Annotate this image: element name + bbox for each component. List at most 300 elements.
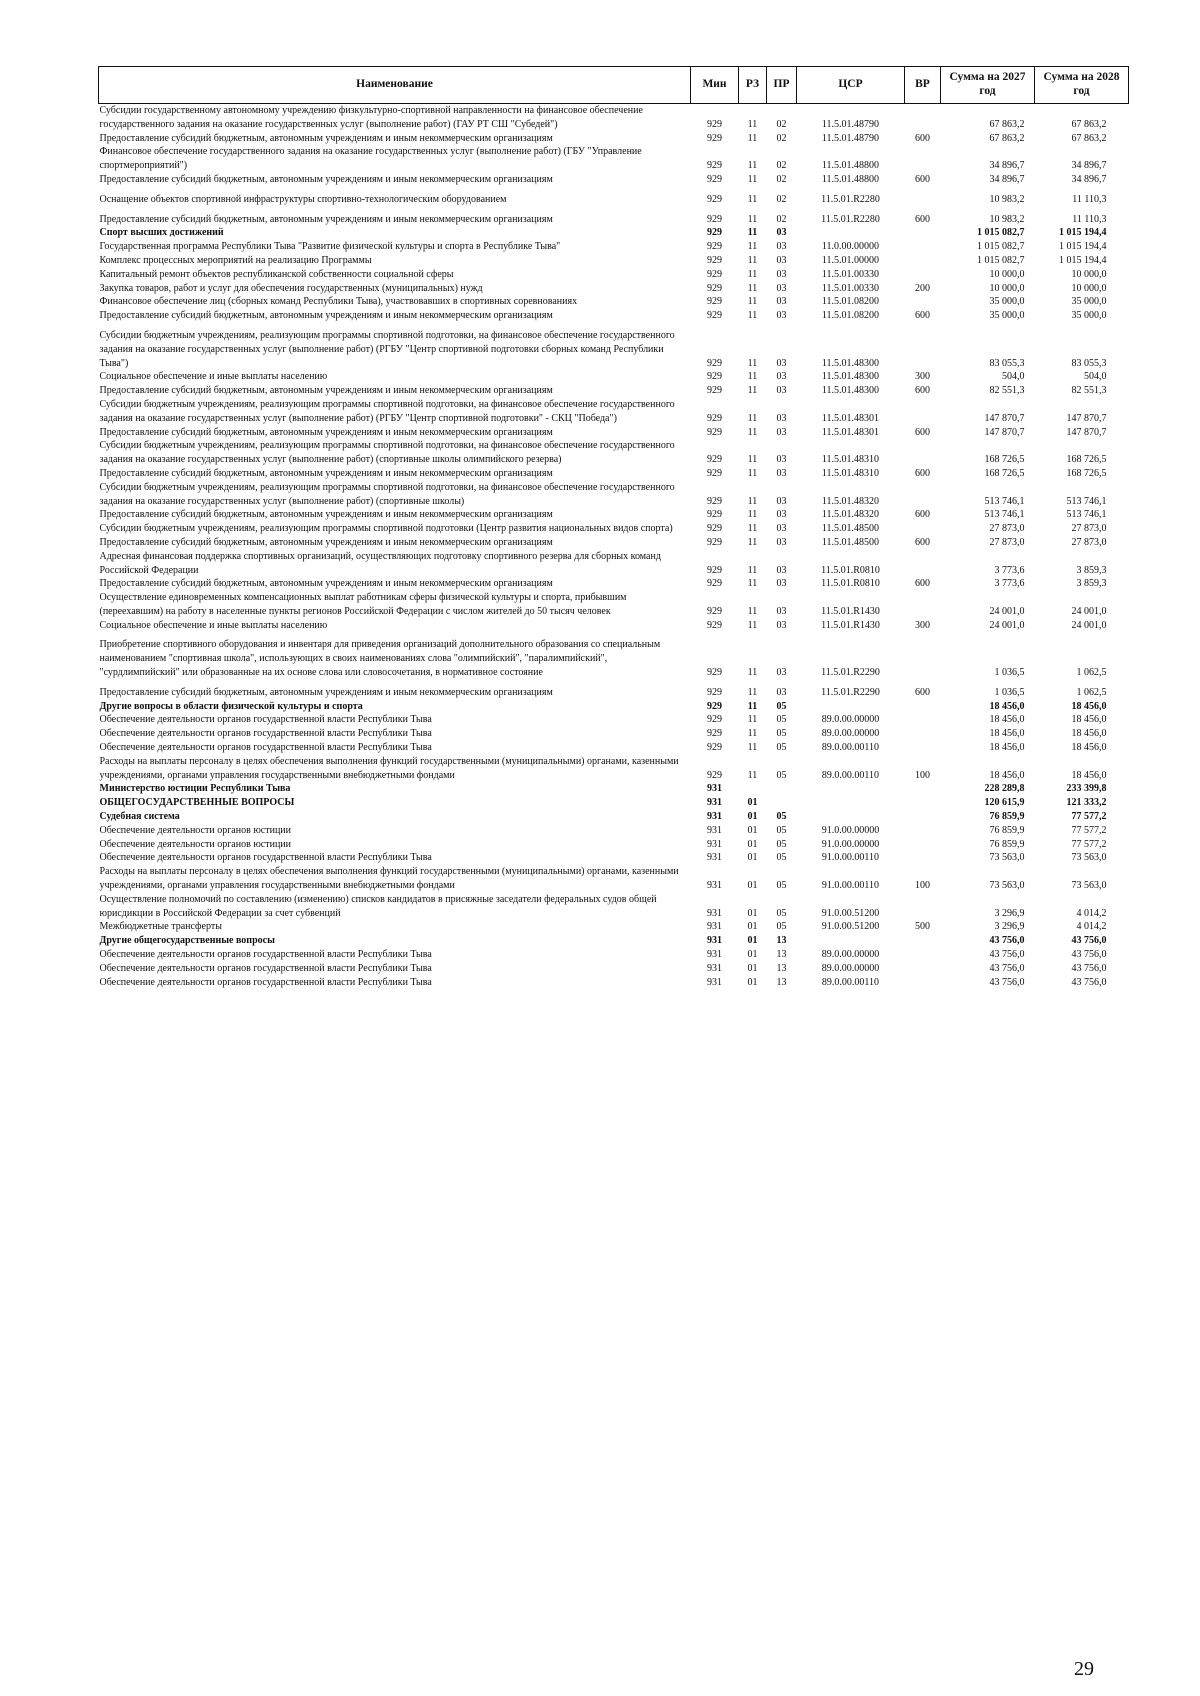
row-sum-2028-cell: 233 399,8 — [1066, 783, 1107, 795]
row-sum-2028-cell: 3 859,3 — [1076, 578, 1107, 590]
table-row — [99, 782, 1129, 796]
row-vr-cell: 600 — [915, 310, 930, 322]
row-pr-cell — [767, 796, 797, 810]
row-name-cell: Спорт высших достижений — [99, 227, 224, 239]
row-csr-cell: 11.5.01.48310 — [821, 454, 880, 466]
row-pr-cell: 03 — [776, 454, 787, 466]
row-min-cell: 929 — [707, 426, 722, 438]
row-min-cell: 931 — [707, 852, 722, 864]
row-rz-cell: 11 — [747, 385, 758, 397]
table-row — [99, 838, 1129, 852]
row-csr-cell — [797, 782, 905, 796]
row-name-cell: Предоставление субсидий бюджетным, автономным учреждениям и иным некоммерческим организациям — [99, 132, 553, 144]
row-name-cell: Предоставление субсидий бюджетным, автономным учреждениям и иным некоммерческим организациям — [99, 578, 553, 590]
row-min-cell: 929 — [707, 605, 722, 617]
row-min-cell: 931 — [707, 935, 722, 947]
row-min-cell: 929 — [707, 564, 722, 576]
table-row — [99, 632, 1129, 679]
row-name-cell: Финансовое обеспечение лиц (сборных команд Республики Тыва), участвовавших в спортивных соревнованиях — [99, 296, 578, 308]
row-sum-2028-cell: 35 000,0 — [1071, 310, 1107, 322]
table-row — [99, 824, 1129, 838]
row-pr-cell: 03 — [776, 509, 787, 521]
row-vr-cell — [905, 851, 941, 865]
row-sum-2027-cell: 35 000,0 — [989, 296, 1025, 308]
row-sum-2028-cell: 1 015 194,4 — [1059, 254, 1107, 266]
table-row — [99, 976, 1129, 990]
row-rz-cell: 11 — [747, 118, 758, 130]
row-csr-cell: 11.5.01.48800 — [821, 160, 880, 172]
row-pr-cell: 05 — [776, 880, 787, 892]
row-csr-cell: 91.0.00.51200 — [821, 907, 880, 919]
row-vr-cell — [905, 226, 941, 240]
row-min-cell: 929 — [707, 160, 722, 172]
row-min-cell: 929 — [707, 523, 722, 535]
row-min-cell: 931 — [707, 838, 722, 850]
table-row — [99, 481, 1129, 509]
row-rz-cell: 11 — [747, 523, 758, 535]
row-csr-cell: 89.0.00.00000 — [821, 714, 880, 726]
row-sum-2027-cell: 10 983,2 — [989, 213, 1025, 225]
row-pr-cell: 13 — [776, 949, 787, 961]
table-row — [99, 851, 1129, 865]
row-min-cell: 931 — [707, 783, 722, 795]
table-row — [99, 796, 1129, 810]
row-min-cell: 929 — [707, 296, 722, 308]
row-pr-cell: 05 — [776, 907, 787, 919]
row-min-cell: 929 — [707, 385, 722, 397]
row-sum-2027-cell: 147 870,7 — [984, 412, 1025, 424]
row-name-cell: Субсидии бюджетным учреждениям, реализующим программы спортивной подготовки, на финансовое обеспечение государственного задания на оказание государственных услуг (выполнение работ) (спортивные школы олимпийского резерва) — [99, 440, 675, 466]
row-csr-cell: 11.5.01.48310 — [821, 467, 880, 479]
table-row — [99, 426, 1129, 440]
table-row — [99, 207, 1129, 227]
row-name-cell: Предоставление субсидий бюджетным, автономным учреждениям и иным некоммерческим организациям — [99, 213, 553, 225]
row-vr-cell: 100 — [915, 769, 930, 781]
row-csr-cell — [797, 810, 905, 824]
row-vr-cell: 600 — [915, 132, 930, 144]
row-min-cell: 929 — [707, 254, 722, 266]
row-sum-2028-cell: 1 015 194,4 — [1059, 227, 1107, 239]
row-sum-2028-cell: 34 896,7 — [1071, 173, 1107, 185]
row-rz-cell: 11 — [747, 605, 758, 617]
row-min-cell: 931 — [707, 907, 722, 919]
row-csr-cell: 91.0.00.00000 — [821, 838, 880, 850]
row-rz-cell: 11 — [747, 742, 758, 754]
row-sum-2028-cell: 27 873,0 — [1071, 523, 1107, 535]
table-row — [99, 522, 1129, 536]
row-vr-cell — [905, 254, 941, 268]
row-pr-cell: 05 — [776, 921, 787, 933]
row-sum-2027-cell: 1 015 082,7 — [977, 227, 1025, 239]
table-row — [99, 741, 1129, 755]
row-csr-cell: 11.5.01.48320 — [821, 495, 880, 507]
table-row — [99, 591, 1129, 619]
row-vr-cell — [905, 295, 941, 309]
row-vr-cell — [905, 727, 941, 741]
row-pr-cell: 03 — [776, 578, 787, 590]
row-vr-cell — [905, 893, 941, 921]
row-sum-2028-cell: 82 551,3 — [1071, 385, 1107, 397]
row-sum-2027-cell: 18 456,0 — [989, 742, 1025, 754]
row-min-cell: 929 — [707, 268, 722, 280]
row-sum-2027-cell: 18 456,0 — [989, 700, 1025, 712]
row-min-cell: 929 — [707, 509, 722, 521]
row-sum-2028-cell: 34 896,7 — [1071, 160, 1107, 172]
row-name-cell: Осуществление полномочий по составлению (изменению) списков кандидатов в присяжные заседатели федеральных судов общей юрисдикции в Российской Федерации за счет субвенций — [99, 893, 657, 919]
row-pr-cell: 03 — [776, 667, 787, 679]
row-sum-2027-cell: 1 036,5 — [994, 667, 1025, 679]
row-csr-cell: 11.5.01.R2280 — [821, 213, 880, 225]
row-pr-cell: 05 — [776, 769, 787, 781]
row-sum-2028-cell: 1 015 194,4 — [1059, 241, 1107, 253]
row-name-cell: Министерство юстиции Республики Тыва — [99, 783, 291, 795]
row-name-cell: Государственная программа Республики Тыва "Развитие физической культуры и спорта в Республике Тыва" — [99, 241, 561, 253]
row-pr-cell: 05 — [776, 811, 787, 823]
row-name-cell: Закупка товаров, работ и услуг для обеспечения государственных (муниципальных) нужд — [99, 282, 483, 294]
row-sum-2028-cell: 77 577,2 — [1071, 824, 1107, 836]
row-name-cell: Комплекс процессных мероприятий на реализацию Программы — [99, 254, 372, 266]
row-csr-cell: 11.5.01.48500 — [821, 523, 880, 535]
table-row — [99, 295, 1129, 309]
row-sum-2027-cell: 67 863,2 — [989, 118, 1025, 130]
row-pr-cell: 03 — [776, 268, 787, 280]
row-sum-2027-cell: 34 896,7 — [989, 160, 1025, 172]
row-pr-cell: 05 — [776, 714, 787, 726]
table-row — [99, 309, 1129, 323]
row-csr-cell: 91.0.00.51200 — [821, 921, 880, 933]
row-rz-cell: 01 — [747, 962, 758, 974]
row-name-cell: Социальное обеспечение и иные выплаты населению — [99, 371, 328, 383]
row-rz-cell: 11 — [747, 495, 758, 507]
header-sum-2028: Сумма на 2028 год — [1035, 67, 1129, 104]
row-vr-cell — [905, 962, 941, 976]
row-vr-cell: 600 — [915, 426, 930, 438]
row-sum-2027-cell: 1 036,5 — [994, 686, 1025, 698]
row-vr-cell: 600 — [915, 173, 930, 185]
row-rz-cell: 11 — [747, 686, 758, 698]
row-csr-cell: 89.0.00.00110 — [821, 742, 880, 754]
row-name-cell: Обеспечение деятельности органов юстиции — [99, 824, 291, 836]
row-min-cell: 929 — [707, 173, 722, 185]
row-rz-cell: 01 — [747, 811, 758, 823]
row-min-cell: 929 — [707, 213, 722, 225]
row-pr-cell: 03 — [776, 495, 787, 507]
row-pr-cell: 05 — [776, 824, 787, 836]
table-row — [99, 680, 1129, 700]
table-row — [99, 893, 1129, 921]
row-vr-cell: 600 — [915, 578, 930, 590]
table-row — [99, 467, 1129, 481]
row-sum-2027-cell: 27 873,0 — [989, 523, 1025, 535]
row-min-cell: 929 — [707, 118, 722, 130]
row-csr-cell: 11.5.01.R2290 — [821, 686, 880, 698]
row-pr-cell: 13 — [776, 962, 787, 974]
row-name-cell: Обеспечение деятельности органов юстиции — [99, 838, 291, 850]
row-sum-2028-cell: 35 000,0 — [1071, 296, 1107, 308]
row-sum-2028-cell: 77 577,2 — [1071, 838, 1107, 850]
row-rz-cell: 11 — [747, 357, 758, 369]
row-pr-cell: 02 — [776, 173, 787, 185]
row-min-cell: 929 — [707, 495, 722, 507]
header-pr: ПР — [767, 67, 797, 104]
row-csr-cell: 89.0.00.00000 — [821, 962, 880, 974]
row-pr-cell: 02 — [776, 118, 787, 130]
row-min-cell: 929 — [707, 714, 722, 726]
row-vr-cell — [905, 481, 941, 509]
row-sum-2027-cell: 504,0 — [1002, 371, 1025, 383]
row-csr-cell: 11.0.00.00000 — [821, 241, 880, 253]
row-name-cell: Предоставление субсидий бюджетным, автономным учреждениям и иным некоммерческим организациям — [99, 310, 553, 322]
row-csr-cell: 11.5.01.48300 — [821, 357, 880, 369]
row-csr-cell: 11.5.01.00330 — [821, 282, 880, 294]
row-pr-cell: 03 — [776, 357, 787, 369]
row-rz-cell: 11 — [747, 254, 758, 266]
row-sum-2028-cell: 18 456,0 — [1071, 700, 1107, 712]
row-name-cell: Обеспечение деятельности органов государственной власти Республики Тыва — [99, 728, 432, 740]
row-name-cell: Предоставление субсидий бюджетным, автономным учреждениям и иным некоммерческим организациям — [99, 173, 553, 185]
row-sum-2027-cell: 27 873,0 — [989, 536, 1025, 548]
row-csr-cell: 89.0.00.00000 — [821, 728, 880, 740]
row-pr-cell: 02 — [776, 160, 787, 172]
row-vr-cell — [905, 796, 941, 810]
table-row — [99, 173, 1129, 187]
row-vr-cell — [905, 323, 941, 370]
row-pr-cell — [767, 782, 797, 796]
table-row — [99, 323, 1129, 370]
row-sum-2028-cell: 18 456,0 — [1071, 714, 1107, 726]
table-row — [99, 104, 1129, 132]
row-csr-cell — [797, 700, 905, 714]
row-pr-cell: 03 — [776, 371, 787, 383]
row-name-cell: Другие общегосударственные вопросы — [99, 935, 275, 947]
row-name-cell: Субсидии бюджетным учреждениям, реализующим программы спортивной подготовки (Центр развития национальных видов спорта) — [99, 523, 673, 535]
row-sum-2028-cell: 147 870,7 — [1066, 426, 1107, 438]
row-name-cell: ОБЩЕГОСУДАРСТВЕННЫЕ ВОПРОСЫ — [99, 797, 295, 809]
row-min-cell: 929 — [707, 700, 722, 712]
row-rz-cell: 11 — [747, 700, 758, 712]
row-csr-cell: 11.5.01.00330 — [821, 268, 880, 280]
row-rz-cell: 11 — [747, 769, 758, 781]
row-sum-2028-cell: 18 456,0 — [1071, 742, 1107, 754]
row-csr-cell: 11.5.01.R1430 — [821, 619, 880, 631]
row-pr-cell: 03 — [776, 282, 787, 294]
row-csr-cell: 11.5.01.48500 — [821, 536, 880, 548]
row-pr-cell: 05 — [776, 728, 787, 740]
row-csr-cell: 11.5.01.R2280 — [821, 193, 880, 205]
row-rz-cell: 11 — [747, 467, 758, 479]
row-pr-cell: 05 — [776, 852, 787, 864]
row-vr-cell — [905, 632, 941, 679]
row-vr-cell — [905, 268, 941, 282]
row-min-cell: 931 — [707, 797, 722, 809]
row-csr-cell — [797, 796, 905, 810]
row-csr-cell: 89.0.00.00000 — [821, 949, 880, 961]
row-csr-cell: 11.5.01.48320 — [821, 509, 880, 521]
row-name-cell: Субсидии бюджетным учреждениям, реализующим программы спортивной подготовки, на финансовое обеспечение государственного задания на оказание государственных услуг (выполнение работ) (спортивные школы) — [99, 481, 675, 507]
row-rz-cell — [739, 782, 767, 796]
row-rz-cell: 01 — [747, 976, 758, 988]
row-csr-cell: 11.5.01.00000 — [821, 254, 880, 266]
row-rz-cell: 11 — [747, 296, 758, 308]
table-row — [99, 370, 1129, 384]
row-sum-2028-cell: 121 333,2 — [1066, 797, 1107, 809]
row-vr-cell: 600 — [915, 536, 930, 548]
table-row — [99, 282, 1129, 296]
row-name-cell: Обеспечение деятельности органов государственной власти Республики Тыва — [99, 949, 432, 961]
row-vr-cell — [905, 240, 941, 254]
table-row — [99, 508, 1129, 522]
row-name-cell: Приобретение спортивного оборудования и инвентаря для приведения организаций дополнительного образования со специальным наименованием "спортивная школа", использующих в своих наименованиях слова "олимпийский", "паралимпийский", "сурдлимпийский" или образованные на их основе слова или словосочетания, в нормативное состояние — [99, 639, 661, 679]
row-min-cell: 929 — [707, 193, 722, 205]
row-csr-cell — [797, 226, 905, 240]
row-sum-2028-cell: 11 110,3 — [1072, 213, 1107, 225]
row-csr-cell: 91.0.00.00110 — [821, 880, 880, 892]
table-row — [99, 577, 1129, 591]
row-csr-cell: 11.5.01.48800 — [821, 173, 880, 185]
table-row — [99, 700, 1129, 714]
row-min-cell: 931 — [707, 921, 722, 933]
row-rz-cell: 11 — [747, 371, 758, 383]
row-vr-cell: 600 — [915, 509, 930, 521]
row-csr-cell: 11.5.01.R0810 — [821, 578, 880, 590]
row-csr-cell: 11.5.01.48301 — [821, 426, 880, 438]
row-sum-2027-cell: 3 773,6 — [994, 578, 1025, 590]
row-min-cell: 931 — [707, 811, 722, 823]
row-pr-cell: 03 — [776, 241, 787, 253]
row-csr-cell: 11.5.01.48300 — [821, 371, 880, 383]
row-sum-2027-cell: 513 746,1 — [984, 509, 1025, 521]
header-sum-2027: Сумма на 2027 год — [941, 67, 1035, 104]
row-rz-cell: 11 — [747, 173, 758, 185]
row-sum-2027-cell: 24 001,0 — [989, 619, 1025, 631]
row-name-cell: Предоставление субсидий бюджетным, автономным учреждениям и иным некоммерческим организациям — [99, 426, 553, 438]
row-name-cell: Предоставление субсидий бюджетным, автономным учреждениям и иным некоммерческим организациям — [99, 509, 553, 521]
row-vr-cell: 600 — [915, 686, 930, 698]
row-name-cell: Другие вопросы в области физической культуры и спорта — [99, 700, 363, 712]
row-rz-cell: 01 — [747, 838, 758, 850]
row-sum-2027-cell: 35 000,0 — [989, 310, 1025, 322]
row-name-cell: Расходы на выплаты персоналу в целях обеспечения выполнения функций государственными (муниципальными) органами, казенными учреждениями, органами управления государственными внебюджетными фондами — [99, 866, 679, 892]
table-row — [99, 145, 1129, 173]
table-row — [99, 439, 1129, 467]
budget-table — [98, 66, 1129, 989]
row-rz-cell: 11 — [747, 268, 758, 280]
table-row — [99, 187, 1129, 207]
row-sum-2028-cell: 513 746,1 — [1066, 509, 1107, 521]
row-vr-cell — [905, 439, 941, 467]
row-vr-cell: 300 — [915, 619, 930, 631]
row-vr-cell — [905, 838, 941, 852]
row-min-cell: 929 — [707, 310, 722, 322]
row-pr-cell: 02 — [776, 193, 787, 205]
table-row — [99, 536, 1129, 550]
row-sum-2027-cell: 73 563,0 — [989, 852, 1025, 864]
row-vr-cell — [905, 700, 941, 714]
table-row — [99, 934, 1129, 948]
row-pr-cell: 03 — [776, 564, 787, 576]
row-min-cell: 929 — [707, 769, 722, 781]
row-sum-2028-cell: 73 563,0 — [1071, 852, 1107, 864]
row-min-cell: 929 — [707, 371, 722, 383]
row-sum-2028-cell: 43 756,0 — [1071, 962, 1107, 974]
row-pr-cell: 03 — [776, 310, 787, 322]
row-sum-2028-cell: 73 563,0 — [1071, 880, 1107, 892]
row-vr-cell — [905, 976, 941, 990]
row-sum-2028-cell: 18 456,0 — [1071, 728, 1107, 740]
row-rz-cell: 11 — [747, 728, 758, 740]
row-min-cell: 929 — [707, 667, 722, 679]
table-row — [99, 962, 1129, 976]
row-csr-cell: 11.5.01.R0810 — [821, 564, 880, 576]
row-vr-cell — [905, 187, 941, 207]
row-rz-cell: 01 — [747, 824, 758, 836]
row-sum-2028-cell: 4 014,2 — [1076, 921, 1107, 933]
row-min-cell: 929 — [707, 619, 722, 631]
row-vr-cell: 600 — [915, 467, 930, 479]
header-vr: ВР — [905, 67, 941, 104]
row-rz-cell: 11 — [747, 160, 758, 172]
row-sum-2027-cell: 83 055,3 — [989, 357, 1025, 369]
row-rz-cell: 11 — [747, 426, 758, 438]
table-row — [99, 713, 1129, 727]
row-sum-2027-cell: 67 863,2 — [989, 132, 1025, 144]
row-name-cell: Социальное обеспечение и иные выплаты населению — [99, 619, 328, 631]
row-sum-2027-cell: 18 456,0 — [989, 728, 1025, 740]
row-pr-cell: 03 — [776, 254, 787, 266]
row-sum-2027-cell: 34 896,7 — [989, 173, 1025, 185]
table-row — [99, 254, 1129, 268]
row-vr-cell — [905, 934, 941, 948]
row-csr-cell: 89.0.00.00110 — [821, 976, 880, 988]
row-rz-cell: 11 — [747, 193, 758, 205]
row-rz-cell: 01 — [747, 949, 758, 961]
row-sum-2027-cell: 513 746,1 — [984, 495, 1025, 507]
row-csr-cell: 11.5.01.48300 — [821, 385, 880, 397]
page-number: 29 — [1074, 1658, 1094, 1680]
row-sum-2027-cell: 168 726,5 — [984, 467, 1025, 479]
row-csr-cell: 11.5.01.R2290 — [821, 667, 880, 679]
table-header — [99, 67, 1129, 104]
row-pr-cell: 03 — [776, 467, 787, 479]
row-sum-2027-cell: 43 756,0 — [989, 935, 1025, 947]
row-sum-2028-cell: 24 001,0 — [1071, 619, 1107, 631]
row-name-cell: Обеспечение деятельности органов государственной власти Республики Тыва — [99, 742, 432, 754]
row-vr-cell: 100 — [915, 880, 930, 892]
row-name-cell: Субсидии бюджетным учреждениям, реализующим программы спортивной подготовки, на финансовое обеспечение государственного задания на оказание государственных услуг (выполнение работ) (РГБУ "Центр спортивной подготовки сборных команд Республики Тыва") — [99, 329, 675, 369]
row-vr-cell — [905, 591, 941, 619]
row-vr-cell — [905, 145, 941, 173]
row-pr-cell: 03 — [776, 426, 787, 438]
row-sum-2028-cell: 11 110,3 — [1072, 193, 1107, 205]
table-row — [99, 550, 1129, 578]
row-sum-2028-cell: 24 001,0 — [1071, 605, 1107, 617]
row-sum-2028-cell: 147 870,7 — [1066, 412, 1107, 424]
row-vr-cell — [905, 550, 941, 578]
row-sum-2028-cell: 513 746,1 — [1066, 495, 1107, 507]
row-rz-cell: 11 — [747, 536, 758, 548]
row-rz-cell: 01 — [747, 852, 758, 864]
row-sum-2028-cell: 168 726,5 — [1066, 467, 1107, 479]
table-body — [99, 104, 1129, 990]
row-name-cell: Предоставление субсидий бюджетным, автономным учреждениям и иным некоммерческим организациям — [99, 686, 553, 698]
row-min-cell: 929 — [707, 241, 722, 253]
header-name: Наименование — [99, 67, 691, 104]
row-sum-2027-cell: 82 551,3 — [989, 385, 1025, 397]
row-pr-cell: 03 — [776, 385, 787, 397]
row-sum-2027-cell: 43 756,0 — [989, 949, 1025, 961]
row-vr-cell — [905, 741, 941, 755]
row-vr-cell — [905, 948, 941, 962]
